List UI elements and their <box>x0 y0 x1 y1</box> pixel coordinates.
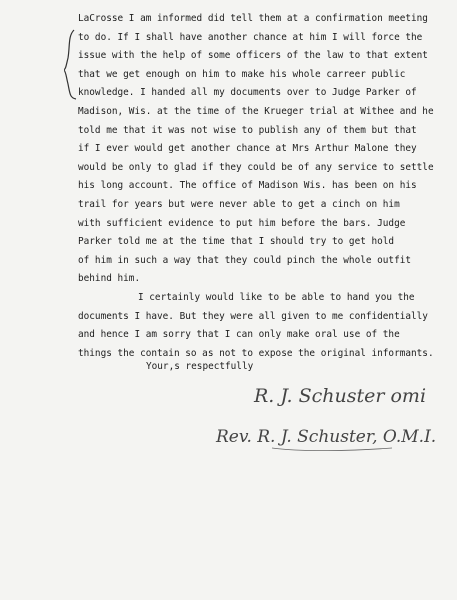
letter-line: Parker told me at the time that I should try to get hold <box>78 236 395 248</box>
letter-line: to do. If I shall have another chance at him I will force the <box>78 31 423 43</box>
letter-line: issue with the help of some officers of the law to that extent <box>78 50 428 62</box>
letter-line: his long account. The office of Madison Wis. has been on his <box>78 180 417 192</box>
letter-body <box>78 10 450 363</box>
letter-line: behind him. <box>78 273 141 285</box>
letter-line: Madison, Wis. at the time of the Krueger trial at Withee and he <box>78 105 434 117</box>
letter-line: if I ever would get another chance at Mrs Arthur Malone they <box>78 143 417 155</box>
letter-line: of him in such a way that they could pinch the whole outfit <box>78 254 412 266</box>
closing-salutation: Your,s respectfully <box>146 361 254 372</box>
handwritten-signature <box>250 378 455 412</box>
letter-line: LaCrosse I am informed did tell them at a confirmation meeting <box>78 13 428 24</box>
letter-line: documents I have. But they were all given to me confidentially <box>78 310 428 322</box>
margin-bracket-mark <box>64 28 78 100</box>
letter-line: things the contain so as not to expose the original informants. <box>78 347 434 359</box>
letter-line: trail for years but were never able to get a cinch on him <box>78 198 400 210</box>
letter-line: told me that it was not wise to publish any of them but that <box>78 124 417 136</box>
name-line-text: Rev. R. J. Schuster, O.M.I. <box>216 427 437 447</box>
letter-line: and hence I am sorry that I can only make oral use of the <box>78 329 400 341</box>
handwritten-name-line <box>212 418 450 456</box>
signature-text: R. J. Schuster omi <box>254 385 427 407</box>
letter-line: that we get enough on him to make his whole carreer public <box>78 68 406 80</box>
letter-line: with sufficient evidence to put him before the bars. Judge <box>78 217 406 229</box>
letter-line: I certainly would like to be able to hand you the <box>138 291 415 303</box>
letter-line: would be only to glad if they could be of any service to settle <box>78 161 434 173</box>
letter-line: knowledge. I handed all my documents over to Judge Parker of <box>78 87 417 99</box>
